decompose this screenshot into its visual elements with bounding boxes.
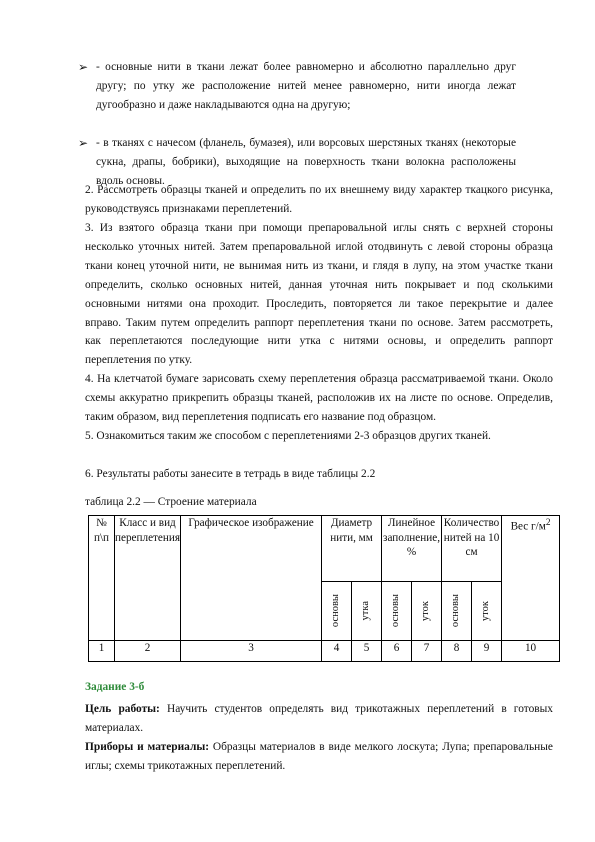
sub-linear-utok: уток	[412, 582, 442, 641]
numbered-item-2: 2. Рассмотреть образцы тканей и определить по их внешнему виду характер ткацкого рисунка, руководствуясь признаками переплетений.	[85, 184, 553, 215]
table-cell: 10	[502, 641, 560, 662]
table-header-row	[89, 516, 560, 582]
table-cell: 1	[89, 641, 115, 662]
structure-table	[88, 515, 560, 662]
tools-label: Приборы и материалы:	[85, 741, 210, 753]
numbered-item-5: 5. Ознакомиться таким же способом с переплетениями 2-3 образцов других тканей.	[85, 430, 491, 442]
tools-text: Образцы материалов в виде мелкого лоскута; Лупа; препаровальные иглы; схемы трикотажных переплетений.	[85, 741, 553, 772]
weight-superscript: 2	[545, 518, 551, 528]
goal-label: Цель работы:	[85, 703, 160, 715]
table-cell: 6	[382, 641, 412, 662]
tools-paragraph	[85, 738, 553, 776]
table-cell: 2	[115, 641, 181, 662]
table-cell: 8	[442, 641, 472, 662]
table-number-row	[89, 641, 560, 662]
goal-text: Научить студентов определять вид трикотажных переплетений в готовых материалах.	[85, 703, 553, 734]
table-cell: 3	[181, 641, 322, 662]
arrow-bullet-icon: ➢	[78, 136, 89, 150]
bullet-item	[78, 58, 516, 115]
table-caption: таблица 2.2 — Строение материала	[85, 496, 257, 508]
header-count: Количество нитей на 10 см	[442, 516, 502, 582]
table-cell: 9	[472, 641, 502, 662]
header-graphic: Графическое изображение	[181, 516, 322, 641]
numbered-item-4: 4. На клетчатой бумаге зарисовать схему переплетения образца рассматриваемой ткани. Около схемы аккуратно прикрепить образцы тканей, расположив их на листе по основе. Определив, таким образом, вид переплетения подписать его название под образцом.	[85, 373, 553, 423]
header-class: Класс и вид переплетения	[115, 516, 181, 641]
goal-paragraph	[85, 700, 553, 738]
sub-linear-osnova: основы	[382, 582, 412, 641]
weight-label: Вес г/м	[510, 520, 546, 533]
section-heading: Задание 3-б	[85, 681, 145, 693]
header-num: № п\п	[89, 516, 115, 641]
header-weight	[502, 516, 560, 641]
sub-diameter-utok: утка	[352, 582, 382, 641]
table-cell: 5	[352, 641, 382, 662]
table-cell: 4	[322, 641, 352, 662]
sub-count-utok: уток	[472, 582, 502, 641]
bullet-text: - в тканях с начесом (фланель, бумазея), или ворсовых шерстяных тканях (некоторые сукна, драпы, бобрики), выходящие на поверхность ткани волокна расположены вдоль основы.	[96, 137, 516, 187]
sub-diameter-osnova: основы	[322, 582, 352, 641]
numbered-item-3: 3. Из взятого образца ткани при помощи препаровальной иглы снять с верхней стороны несколько уточных нитей. Затем препаровальной иглой отодвинуть с левой стороны образца ткани конец уточной нити, не вынимая нить из ткани, и глядя в лупу, на этом участке ткани определить, сколько основных нитей, данная уточная нить покрывает и под сколькими основными нитями она проходит. Проследить, повторяется ли такое перекрытие и далее вправо. Таким путем определить раппорт переплетения ткани по основе. Затем рассмотреть, как переплетаются последующие нити утка с нитями основы, и определить раппорт переплетения по утку.	[85, 222, 553, 367]
table-cell: 7	[412, 641, 442, 662]
sub-count-osnova: основы	[442, 582, 472, 641]
arrow-bullet-icon: ➢	[78, 60, 89, 74]
bullet-text: - основные нити в ткани лежат более равномерно и абсолютно параллельно друг другу; по утку же расположение нитей менее равномерно, нити иногда лежат дугообразно и даже накладываются одна на другую;	[96, 61, 516, 111]
header-linear: Линейное заполнение, %	[382, 516, 442, 582]
numbered-item-6: 6. Результаты работы занесите в тетрадь в виде таблицы 2.2	[85, 468, 376, 480]
header-diameter: Диаметр нити, мм	[322, 516, 382, 582]
